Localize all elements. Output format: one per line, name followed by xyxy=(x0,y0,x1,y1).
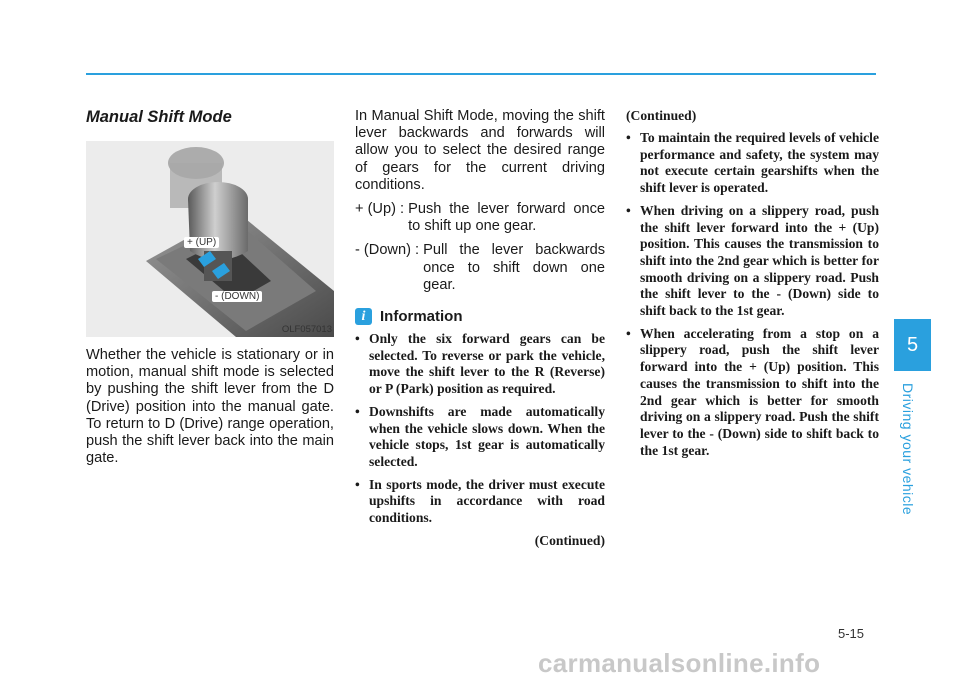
list-item: • Only the six forward gears can be selected. To reverse or park the vehicle, move the shift lever to the R (Reverse) or P (Park) position as required. xyxy=(355,331,605,398)
figure-code: OLF057013 xyxy=(281,324,332,335)
up-term: + (Up) : xyxy=(355,201,409,218)
up-description: Push the lever forward once to shift up one gear. xyxy=(408,201,605,235)
information-list-continued xyxy=(626,130,879,459)
section-title: Manual Shift Mode xyxy=(86,108,232,126)
list-item: • Downshifts are made automatically when the vehicle slows down. When the vehicle stops, 1st gear is automatically selected. xyxy=(355,404,605,471)
continued-note: (Continued) xyxy=(534,532,605,548)
information-title: Information xyxy=(380,308,463,326)
list-item: • When driving on a slippery road, push the shift lever forward into the + (Up) position. This causes the transmission to shift into the 2nd gear which is better for smooth driving on a slippery road. Push the shift lever to the - (Down) side to shift back to the 1st gear. xyxy=(626,203,879,320)
list-item: • When accelerating from a stop on a slippery road, push the shift lever forward into the + (Up) position. This causes the transmission to shift into the 2nd gear which is better for smooth driving on a slippery road. Push the shift lever to the - (Down) side to shift back to the 1st gear. xyxy=(626,326,879,460)
column-2 xyxy=(355,108,605,549)
information-heading xyxy=(355,308,605,325)
manual-mode-paragraph: Whether the vehicle is stationary or in motion, manual shift mode is selected by pushing the shift lever from the D (Drive) position into the manual gate. To return to D (Drive) range operation, push the shift lever back into the main gate. xyxy=(86,347,334,467)
column-3 xyxy=(626,108,879,465)
chapter-side-label: Driving your vehicle xyxy=(900,383,916,516)
page-number: 5-15 xyxy=(838,626,865,641)
down-description: Pull the lever backwards once to shift down one gear. xyxy=(423,242,605,293)
definition-down xyxy=(355,242,605,294)
definition-up xyxy=(355,201,605,235)
list-item: • In sports mode, the driver must execute upshifts in accordance with road conditions. xyxy=(355,477,605,527)
header-rule xyxy=(86,73,876,75)
shift-lever-figure xyxy=(86,141,334,337)
watermark: carmanualsonline.info xyxy=(538,648,821,678)
down-term: - (Down) : xyxy=(355,242,424,259)
label-down: - (DOWN) xyxy=(212,291,262,302)
info-icon: i xyxy=(355,308,372,325)
list-item: • To maintain the required levels of vehicle performance and safety, the system may not execute certain gearshifts when the shift lever is operated. xyxy=(626,130,879,197)
column-1 xyxy=(86,108,334,467)
continued-heading: (Continued) xyxy=(626,108,697,123)
intro-paragraph: In Manual Shift Mode, moving the shift lever backwards and forwards will allow you to select the desired range of gears for the current driving conditions. xyxy=(355,108,605,193)
information-list xyxy=(355,331,605,527)
chapter-tab: 5 xyxy=(894,319,931,371)
label-up: + (UP) xyxy=(184,237,219,248)
